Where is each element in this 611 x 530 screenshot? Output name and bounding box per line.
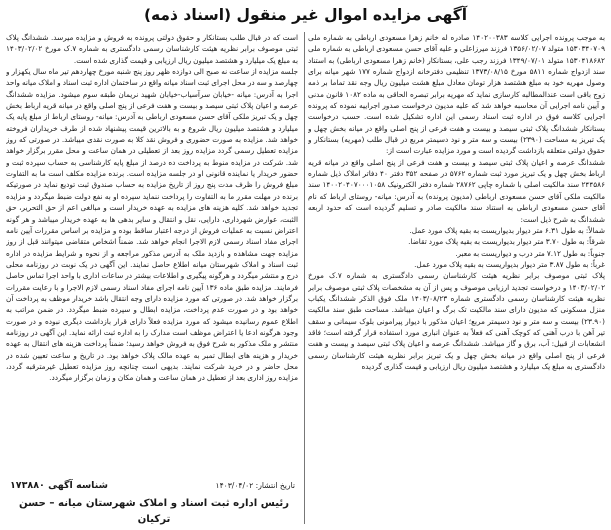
publication-date: تاریخ انتشار: ۱۴۰۳/۰۴/۰۲: [215, 481, 295, 490]
paragraph: پلاک ثبتی موصوف برابر نظریه هیئت کارشناسان رسمی دادگستری به شماره ۷.ک مورخ ۱۴۰۳/۰۲/۰۲ و درخواست تجدید ارزیابی موصوف و پس از آن به مشخصات پلاک ثبتی موصوف برابر نظریه هیئت کارشناسان رسمی دادگستری شماره ۱۴۰۳/۰۸/۲۳ ملک فوق الذکر ششدانگ یکباب منزل مسکونی که مدیون دارای سند مالکیت تک برگ و اعیان میباشد. مساحت طبق سند مالکیت (۲۳.۹۰) بیست و سه متر و نود دسیمتر مربع؛ اعیان مذکور با دیوار پیرامونی بلوک سیمانی و سقف تیر آهن با درب آهنی که کوچک آهنی که فعلاً به عنوان انباری مورد استفاده قرار گرفته است؛ فاقد انشعابات از قبیل: آب، برق و گاز میباشد. ششدانگ عرصه و اعیان پلاک ثبتی سیصد و بیست و هفت فرعی از پنج اصلی واقع در میانه بخش چهل و یک تبریز برابر نظریه هیئت کارشناسان رسمی دادگستری به مبلغ یک میلیارد و هشتصد میلیون ریال ارزیابی و قیمت گذاری گردیده: [308, 271, 605, 371]
notice-id: شناسه آگهی ۱۷۳۸۸۰: [10, 480, 108, 491]
paragraph: ششدانگ عرصه و اعیان پلاک ثبتی سیصد و بیست و هفت فرعی از پنج اصلی واقع در میانه قریه ارباط بخش چهل و یک تبریز مورد ثبت شماره ۵۷۶۲ در صفحه ۳۵۲ دفتر ۴۰ دفاتر املاک ذیل شماره ۲۴۴۵۸۶ سند مالکیت اصلی با شماره چاپی ۲۸۷۶۲ شماره دفتر الکترونیک ۱۴۰۰۲۰۴۰۷۰۰۰۱۰۵۸ سند مالکیت ملکی آقای حسن مسعودی ارباطی (مدیون پرونده) به آدرس: میانه- روستای ارباط که نام آقای حسن مسعودی ارباطی به استناد سند مالکیت صادر و تسلیم گردیده است که حدود اربعه ششدانگ به شرح ذیل است:: [308, 157, 605, 224]
left-column: [6, 32, 298, 466]
boundary-north: شمالاً: به طول ۶.۳۱ متر دیوار بدیواریست به بقیه پلاک مورد عمل.: [409, 225, 605, 235]
right-column: [308, 32, 605, 524]
boundary-south: جنوباً: به طول ۷.۱۲ متر درب و دیواریست به معبر.: [455, 248, 605, 258]
column-divider: [304, 32, 305, 524]
boundary-east: شرقاً: به طول ۳.۷۰ متر دیوار بدیواریست به بقیه پلاک مورد تقاضا.: [408, 237, 605, 247]
paragraph: جلسه مزایده از ساعت نه صبح الی دوازده ظهر روز پنج شنبه مورخ چهاردهم تیر ماه سال یکهزار و چهارصد و سه در محل اجرای ثبت اسناد میانه واقع در ساختمان اداره ثبت اسناد و املاک میانه واحد اجرا به آدرس: میانه -خیابان سرآسیاب-خیابان شهید نریمان طبقه سوم میشود. مزایده ششدانگ عرصه و اعیان پلاک ثبتی سیصد و بیست و هفت فرعی از پنج اصلی واقع در میانه قریه ارباط بخش چهل و یک تبریز ملکی آقای حسن مسعودی ارباطی به آدرس: میانه- روستای ارباط از مبلغ پایه یک میلیارد و هشتصد میلیون ریال شروع و به بالاترین قیمت پیشنهاد شده از طرف خریداران فروخته خواهد شد. مزایده به صورت حضوری و فروش نقد کلا به صورت نقدی میباشد. در صورتی که روز مزایده تعطیل رسمی گردد مزایده روز بعد از تعطیلی در همان ساعت و محل مقرر برگزار خواهد شد. شرکت در مزایده منوط به پرداخت ده درصد از مبلغ پایه کارشناسی به حساب سپرده ثبت و حضور خریدار یا نماینده قانونی او در جلسه مزایده است. برنده مزایده مکلف است ما به التفاوت مبلغ فروش را ظرف مدت پنج روز از تاریخ مزایده به حساب صندوق ثبت تودیع نماید در صورتیکه برنده در مهلت مقرر ما به التفاوت را پرداخت ننماید سپرده او به نفع دولت ضبط میگردد و مزایده تجدید خواهد شد. کلیه هزینه های مزایده به عهده خریدار است و مبالغی اعم از حق التحریر، حق الثبت، عوارض شهرداری، دارایی، نقل و انتقال و سایر بدهی ها به عهده خریدار میباشد و هر گونه اعتراض نسبت به عملیات فروش از درجه اعتبار ساقط بوده و مزایده بر اساس مقررات آیین نامه اجرای مفاد اسناد رسمی لازم الاجرا انجام خواهد شد. ضمناً اشخاص متقاضی میتوانند قبل از روز مزایده جهت مشاهده و بازدید ملک به آدرس مذکور مراجعه و از نحوه و شرایط مزایده در اداره ثبت اسناد و املاک شهرستان میانه اطلاع حاصل نمایند. این آگهی در یک نوبت در روزنامه محلی درج و منتشر میگردد و هرگونه پیگیری و اطلاعات بیشتر در ساعات اداری با واحد اجرا تماس حاصل فرمایند. مزایده طبق ماده ۱۳۶ آیین نامه اجرای مفاد اسناد رسمی لازم الاجرا و با رعایت مقررات برگزار خواهد شد. در صورتی که مورد مزایده دارای وجه انتقال باشد خریدار موظف به پرداخت آن خواهد بود و در صورت عدم پرداخت، مزایده ابطال و سپرده ضبط میگردد. در ضمن مراتب به اطلاع عموم رسانیده میشود که مورد مزایده فعلاً دارای قرار بازداشت دیگری نبوده و در صورت وجود هرگونه ادعا یا اعتراض موظف است مدارک را به اداره ثبت ارائه نماید. این آگهی در روزنامه منتشر و ملک مذکور به شرح فوق به فروش خواهد رسید؛ ضمناً پرداخت هزینه های انتقال به عهده خریدار و هزینه های ابطال تمبر به عهده مالک پلاک خواهد بود. در تاریخ و ساعت تعیین شده در محل حاضر و در خرید شرکت نمایند. بدیهی است چنانچه روز مزایده تعطیل غیرمترقبه گردد، مزایده روز اداری بعد از تعطیل در همان ساعت و همان مکان و زمان برگزار میگردد.: [6, 67, 298, 383]
paragraph: به موجب پرونده اجرایی کلاسه ۱۴۰۲۰۰۳۸۳ صادره له خانم زهرا مسعودی ارباطی به شماره ملی ۱۵۳۰۳۴۰۷۰۹ متولد ۱۳۵۶/۰۲/۰۷ فرزند میرزاعلی و علیه آقای حسن مسعودی ارباطی به شماره ملی ۱۵۳۰۴۱۸۶۸۲ متولد ۱۳۴۹/۰۷/۰۱ فرزند رجب علی، بستانکار (خانم زهرا مسعودی ارباطی) به استناد سند ازدواج شماره ۵۸۱۱ مورخ ۱۳۷۳/۰۸/۱۵ تنظیمی دفترخانه ازدواج شماره ۱۷۷ شهر میانه برای وصول مهریه خود به مبلغ هشتصد هزار تومان معادل مبلغ هشت میلیون ریال وجه نقد تماما بر ذمه زوج باقی است عندالمطالبه کارسازی نماید که مهریه برابر تبصره الحاقی به ماده ۱۰۸۲ قانون مدنی و آیین نامه اجرایی آن محاسبه خواهد شد که علیه مدیون درخواست صدور اجراییه نموده که پرونده اجرایی کلاسه فوق در اداره ثبت اسناد رسمی این اداره تشکیل شده است. حسب درخواست بستانکار ششدانگ پلاک ثبتی سیصد و بیست و هفت فرعی از پنج اصلی واقع در میانه بخش چهل و یک تبریز به مساحت (۲۳۹۰) بیست و سه متر و نود دسیمتر مربع در قبال طلب (مهریه) بستانکار و حقوق دولتی متعلقه بازداشت گردیده است و مورد مزایده عبارت است از:: [308, 33, 605, 156]
paragraph: است که در قبال طلب بستانکار و حقوق دولتی پرونده به فروش و مزایده میرسد. ششدانگ پلاک ثبتی موصوف برابر نظریه هیئت کارشناسان رسمی دادگستری به شماره ۷.ک مورخ ۱۴۰۳/۰۲/۰۲ به مبلغ یک میلیارد و هشتصد میلیون ریال ارزیابی و قیمت گذاری شده است.: [6, 33, 298, 65]
boundary-west: غرباً: به طول ۳.۸۷ متر دیوار بدیواریست به بقیه پلاک مورد عمل.: [414, 259, 605, 269]
notice-title: آگهی مزایده اموال غیر منقول (اسناد ذمه): [143, 6, 468, 24]
signature: رئیس اداره ثبت اسناد و املاک شهرستان میانه – حسن ترکیان: [18, 498, 290, 525]
